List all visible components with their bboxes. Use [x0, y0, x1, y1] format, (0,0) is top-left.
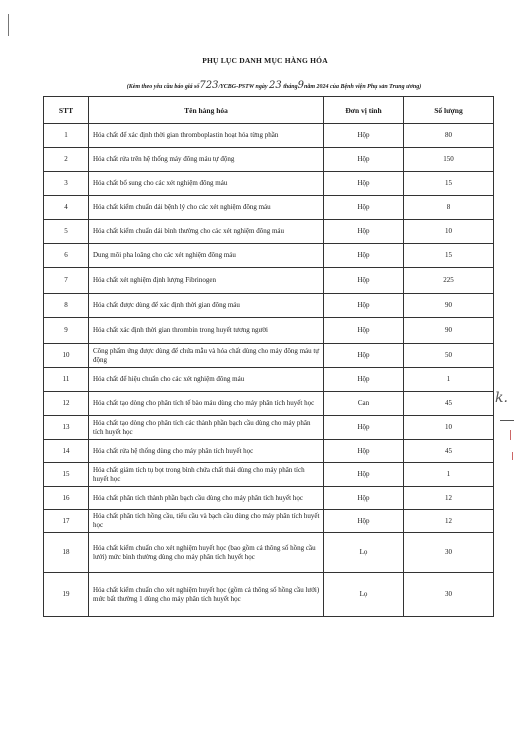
table-row — [44, 392, 494, 416]
cell-quantity: 30 — [404, 573, 494, 617]
cell-unit: Hộp — [324, 124, 404, 148]
document-title: PHỤ LỤC DANH MỤC HÀNG HÓA — [202, 56, 328, 65]
cell-stt: 9 — [44, 318, 89, 344]
cell-unit: Lọ — [324, 573, 404, 617]
table-row — [44, 344, 494, 368]
table-row — [44, 148, 494, 172]
subtitle-suffix: năm 2024 của Bệnh viện Phụ sản Trung ương) — [303, 84, 422, 90]
cell-unit: Hộp — [324, 416, 404, 440]
cell-quantity: 80 — [404, 124, 494, 148]
margin-tick — [510, 430, 511, 440]
margin-handwriting: k. — [495, 390, 508, 406]
cell-stt: 7 — [44, 268, 89, 294]
cell-stt: 15 — [44, 463, 89, 487]
cell-item-name: Hóa chất kiểm chuẩn cho xét nghiệm huyết học (gồm cả thông số hồng cầu lưới) mức bất thường 1 dùng cho máy phân tích huyết học — [89, 573, 324, 617]
request-day: 23 — [269, 80, 282, 91]
cell-quantity: 1 — [404, 368, 494, 392]
table-row — [44, 294, 494, 318]
goods-table — [43, 96, 494, 617]
cell-stt: 18 — [44, 533, 89, 573]
cell-stt: 2 — [44, 148, 89, 172]
cell-unit: Hộp — [324, 220, 404, 244]
cell-stt: 14 — [44, 440, 89, 463]
cell-stt: 11 — [44, 368, 89, 392]
table-header-row — [44, 97, 494, 124]
request-month: 9 — [297, 80, 304, 91]
table-row — [44, 487, 494, 510]
cell-item-name: Hóa chất phân tích hồng cầu, tiểu cầu và bạch cầu dùng cho máy phân tích huyết học — [89, 510, 324, 533]
cell-item-name: Hóa chất kiểm chuẩn cho xét nghiệm huyết học (bao gồm cả thông số hồng cầu lưới) mức bình thường dùng cho máy phân tích huyết học — [89, 533, 324, 573]
cell-quantity: 45 — [404, 392, 494, 416]
cell-item-name: Hóa chất để hiệu chuẩn cho các xét nghiệm đông máu — [89, 368, 324, 392]
table-row — [44, 368, 494, 392]
cell-quantity: 90 — [404, 318, 494, 344]
table-row — [44, 416, 494, 440]
cell-unit: Hộp — [324, 463, 404, 487]
cell-unit: Hộp — [324, 344, 404, 368]
table-row — [44, 440, 494, 463]
cell-item-name: Hóa chất kiểm chuẩn dải bình thường cho các xét nghiệm đông máu — [89, 220, 324, 244]
cell-unit: Hộp — [324, 510, 404, 533]
cell-stt: 12 — [44, 392, 89, 416]
cell-stt: 17 — [44, 510, 89, 533]
cell-item-name: Hóa chất kiểm chuẩn dải bệnh lý cho các xét nghiệm đông máu — [89, 196, 324, 220]
request-number: 723 — [199, 80, 219, 91]
cell-item-name: Hóa chất tạo dòng cho phân tích tế bào máu dùng cho máy phân tích huyết học — [89, 392, 324, 416]
cell-stt: 5 — [44, 220, 89, 244]
cell-stt: 13 — [44, 416, 89, 440]
table-row — [44, 463, 494, 487]
cell-stt: 1 — [44, 124, 89, 148]
cell-unit: Hộp — [324, 148, 404, 172]
subtitle-middle-2: tháng — [283, 84, 298, 90]
table-row — [44, 573, 494, 617]
cell-unit: Hộp — [324, 440, 404, 463]
table-row — [44, 124, 494, 148]
table-row — [44, 196, 494, 220]
cell-item-name: Dung môi pha loãng cho các xét nghiệm đông máu — [89, 244, 324, 268]
cell-quantity: 30 — [404, 533, 494, 573]
cell-quantity: 150 — [404, 148, 494, 172]
table-body — [44, 124, 494, 617]
table-row — [44, 318, 494, 344]
document-subtitle — [64, 80, 484, 91]
margin-tick — [512, 452, 513, 460]
cell-item-name: Hóa chất xác định thời gian thrombin trong huyết tương người — [89, 318, 324, 344]
cell-quantity: 10 — [404, 416, 494, 440]
cell-item-name: Hóa chất rửa trên hệ thống máy đông máu tự động — [89, 148, 324, 172]
cell-quantity: 12 — [404, 487, 494, 510]
cell-item-name: Công phẩm ứng được dùng để chứa mẫu và hóa chất dùng cho máy đông máu tự động — [89, 344, 324, 368]
header-unit: Đơn vị tính — [324, 97, 404, 124]
cell-item-name: Hóa chất rửa hệ thống dùng cho máy phân tích huyết học — [89, 440, 324, 463]
cell-quantity: 90 — [404, 294, 494, 318]
cell-item-name: Hóa chất được dùng để xác định thời gian đông máu — [89, 294, 324, 318]
cell-item-name: Hóa chất xét nghiệm định lượng Fibrinogen — [89, 268, 324, 294]
cell-stt: 6 — [44, 244, 89, 268]
table-row — [44, 268, 494, 294]
cell-item-name: Hóa chất tạo dòng cho phân tích các thành phần bạch cầu dùng cho máy phân tích huyết học — [89, 416, 324, 440]
cell-unit: Can — [324, 392, 404, 416]
table-row — [44, 172, 494, 196]
cell-unit: Hộp — [324, 487, 404, 510]
cell-stt: 19 — [44, 573, 89, 617]
cell-quantity: 225 — [404, 268, 494, 294]
cell-item-name: Hóa chất để xác định thời gian thromboplastin hoạt hóa từng phần — [89, 124, 324, 148]
cell-stt: 4 — [44, 196, 89, 220]
cell-stt: 10 — [44, 344, 89, 368]
table-row — [44, 220, 494, 244]
header-item-name: Tên hàng hóa — [89, 97, 324, 124]
cell-unit: Hộp — [324, 172, 404, 196]
cell-unit: Hộp — [324, 244, 404, 268]
cell-item-name: Hóa chất phân tích thành phần bạch cầu dùng cho máy phân tích huyết học — [89, 487, 324, 510]
cell-quantity: 15 — [404, 172, 494, 196]
cell-quantity: 45 — [404, 440, 494, 463]
table-row — [44, 244, 494, 268]
table-row — [44, 510, 494, 533]
cell-unit: Hộp — [324, 196, 404, 220]
cell-quantity: 8 — [404, 196, 494, 220]
table-row — [44, 533, 494, 573]
subtitle-middle-1: /YCBG-PSTW ngày — [218, 84, 268, 90]
cell-quantity: 50 — [404, 344, 494, 368]
cell-item-name: Hóa chất giảm tích tụ bọt trong bình chứa chất thải dùng cho máy phân tích huyết học — [89, 463, 324, 487]
cell-quantity: 10 — [404, 220, 494, 244]
header-quantity: Số lượng — [404, 97, 494, 124]
scan-mark — [8, 14, 9, 36]
cell-item-name: Hóa chất bổ sung cho các xét nghiệm đông máu — [89, 172, 324, 196]
cell-quantity: 12 — [404, 510, 494, 533]
cell-quantity: 1 — [404, 463, 494, 487]
cell-unit: Hộp — [324, 268, 404, 294]
cell-unit: Hộp — [324, 318, 404, 344]
cell-unit: Hộp — [324, 294, 404, 318]
cell-unit: Lọ — [324, 533, 404, 573]
subtitle-prefix: (Kèm theo yêu cầu báo giá số — [126, 84, 200, 90]
header-stt: STT — [44, 97, 89, 124]
cell-stt: 3 — [44, 172, 89, 196]
cell-quantity: 15 — [404, 244, 494, 268]
margin-dash — [500, 420, 514, 421]
cell-stt: 16 — [44, 487, 89, 510]
cell-unit: Hộp — [324, 368, 404, 392]
cell-stt: 8 — [44, 294, 89, 318]
